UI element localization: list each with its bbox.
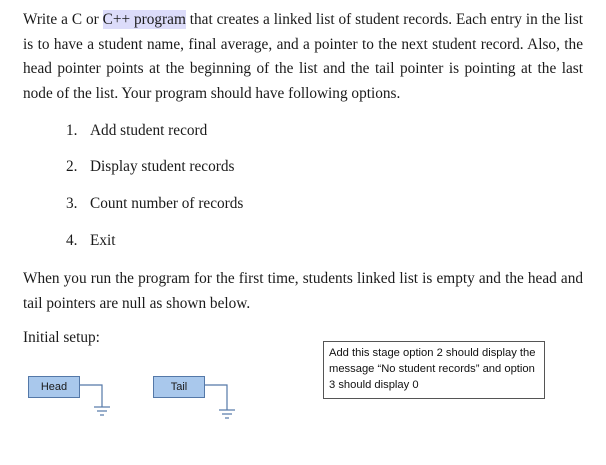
option-item-2: 2. Display student records — [66, 158, 235, 175]
option-item-4: 4. Exit — [66, 232, 116, 249]
option-item-3: 3. Count number of records — [66, 195, 244, 212]
initial-setup-label: Initial setup: — [23, 329, 100, 346]
highlighted-text: C++ program — [102, 11, 186, 28]
option-item-1: 1. Add student record — [66, 122, 208, 139]
intro-paragraph — [23, 8, 583, 106]
tail-null-ground-icon — [205, 384, 235, 426]
head-null-ground-icon — [80, 384, 110, 426]
empty-list-paragraph: When you run the program for the first time, students linked list is empty and the head and tail pointers are null as shown below. — [23, 270, 583, 312]
intro-text-rest: that creates a linked list of student records. Each entry in the list is to have a student name, final average, and a pointer to the next student record. Also, the head pointer points at the beginning of the list and the tail pointer is pointing at the last node of the list. Your program should have following options. — [23, 11, 583, 102]
intro-text-start: Write a C or — [23, 11, 103, 28]
note-callout-box: Add this stage option 2 should display the message “No student records” and option 3 should display 0 — [323, 341, 545, 399]
tail-pointer-box: Tail — [153, 376, 205, 398]
head-pointer-box: Head — [28, 376, 80, 398]
